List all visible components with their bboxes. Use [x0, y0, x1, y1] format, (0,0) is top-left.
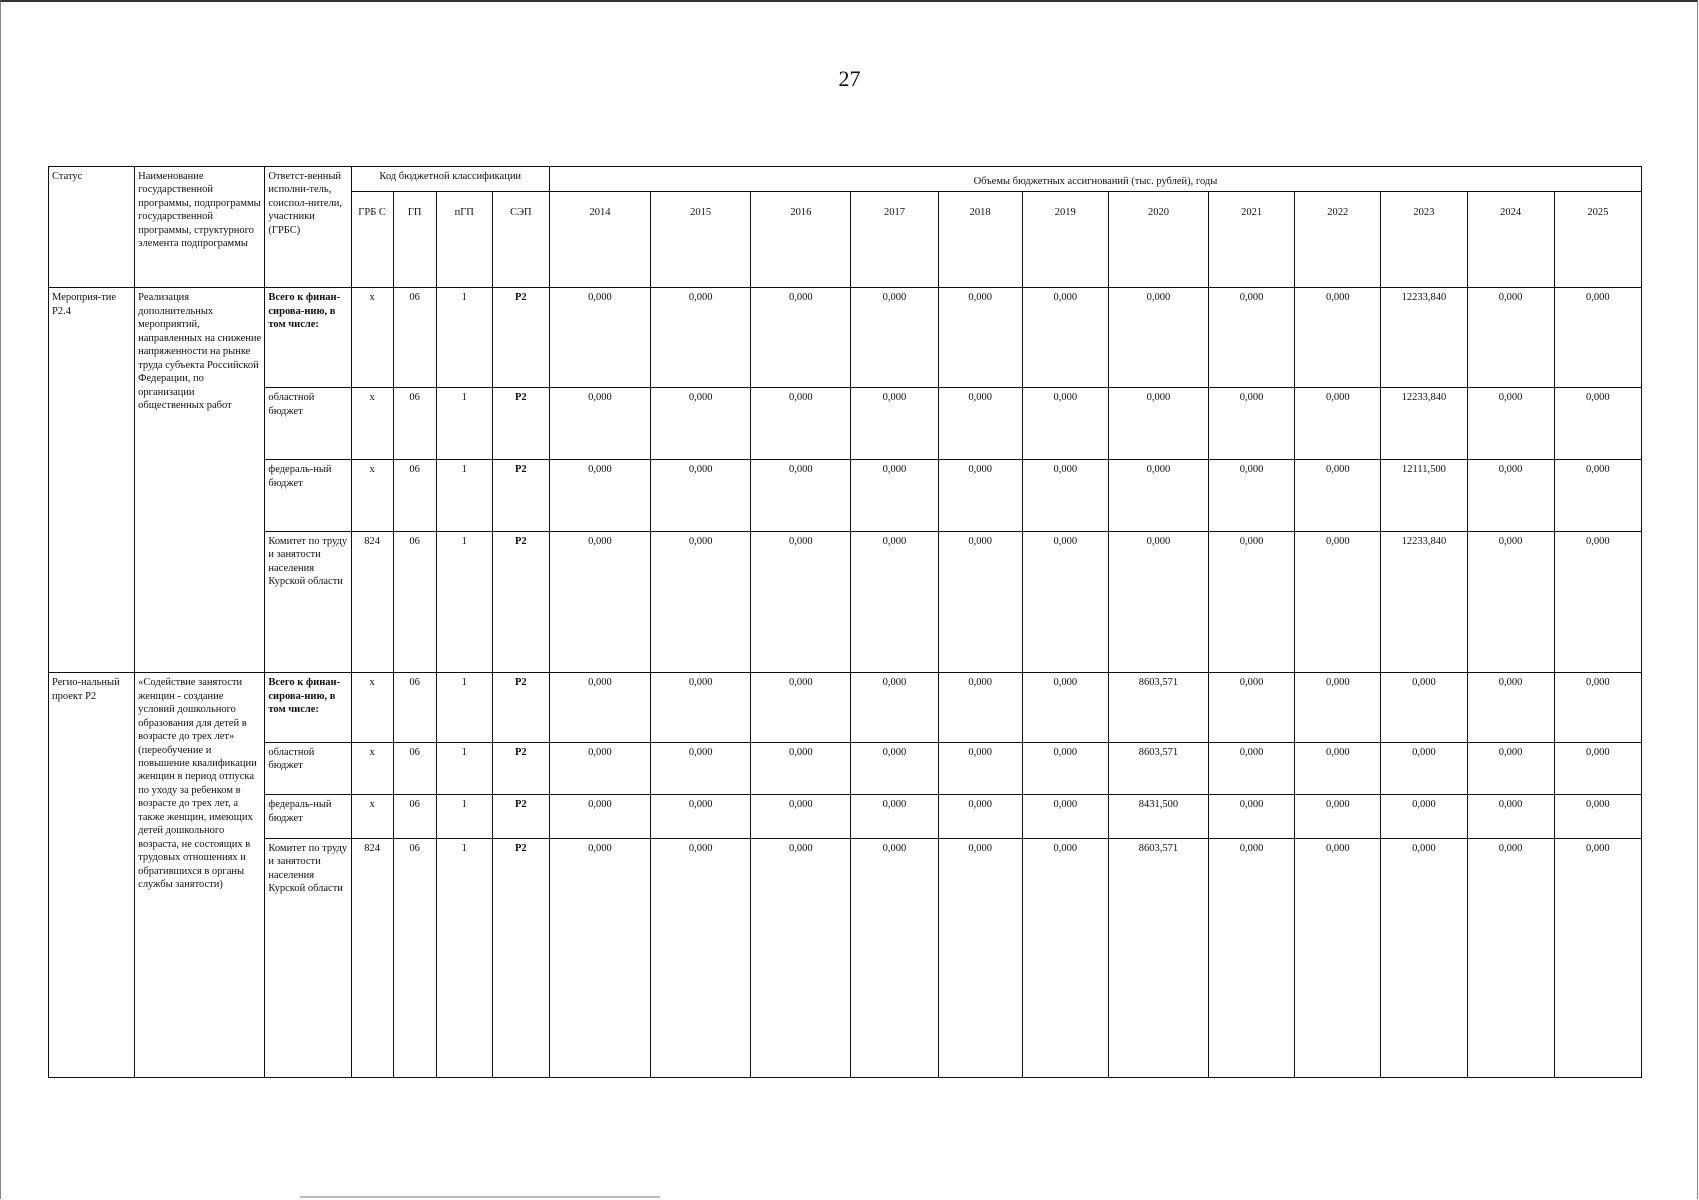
gp-cell: 06: [393, 795, 436, 839]
program-name-cell: Реализация дополнительных мероприятий, направленных на снижение напряженности на рынке труда субъекта Российской Федерации, по организации общественных работ: [135, 288, 265, 673]
value-cell-2014: 0,000: [549, 742, 650, 794]
sep-cell: Р2: [492, 795, 549, 839]
value-cell-2023: 12233,840: [1381, 388, 1467, 460]
value-cell-2019: 0,000: [1022, 388, 1108, 460]
header-year-2016: 2016: [751, 192, 851, 288]
value-cell-2014: 0,000: [549, 288, 650, 388]
value-cell-2025: 0,000: [1554, 742, 1641, 794]
value-cell-2021: 0,000: [1209, 288, 1295, 388]
header-year-2024: 2024: [1467, 192, 1554, 288]
grbs-cell: х: [351, 795, 393, 839]
grbs-cell: 824: [351, 838, 393, 1077]
pgp-cell: 1: [436, 673, 492, 743]
value-cell-2015: 0,000: [651, 388, 751, 460]
pgp-cell: 1: [436, 742, 492, 794]
value-cell-2019: 0,000: [1022, 532, 1108, 673]
value-cell-2015: 0,000: [651, 532, 751, 673]
table-row: [49, 673, 1642, 743]
value-cell-2025: 0,000: [1554, 532, 1641, 673]
sep-cell: Р2: [492, 532, 549, 673]
value-cell-2016: 0,000: [751, 838, 851, 1077]
header-budget-code: Код бюджетной классификации: [351, 167, 549, 192]
value-cell-2023: 12233,840: [1381, 532, 1467, 673]
value-cell-2014: 0,000: [549, 795, 650, 839]
gp-cell: 06: [393, 388, 436, 460]
value-cell-2020: 0,000: [1108, 532, 1208, 673]
header-year-2017: 2017: [851, 192, 938, 288]
pgp-cell: 1: [436, 838, 492, 1077]
header-year-2019: 2019: [1022, 192, 1108, 288]
value-cell-2019: 0,000: [1022, 838, 1108, 1077]
value-cell-2025: 0,000: [1554, 795, 1641, 839]
value-cell-2019: 0,000: [1022, 288, 1108, 388]
header-executor: Ответст-венный исполни-тель, соиспол-нители, участники (ГРБС): [265, 167, 351, 288]
value-cell-2014: 0,000: [549, 388, 650, 460]
gp-cell: 06: [393, 673, 436, 743]
sep-cell: Р2: [492, 742, 549, 794]
value-cell-2015: 0,000: [651, 460, 751, 532]
executor-cell: Всего к финан-сирова-нию, в том числе:: [265, 673, 351, 743]
value-cell-2014: 0,000: [549, 460, 650, 532]
value-cell-2020: 8431,500: [1108, 795, 1208, 839]
value-cell-2017: 0,000: [851, 673, 938, 743]
header-year-2020: 2020: [1108, 192, 1208, 288]
program-name-cell: «Содействие занятости женщин - создание условий дошкольного образования для детей в возрасте до трех лет» (переобучение и повышение квалификации женщин в период отпуска по уходу за ребенком в возрасте до трех лет, а также женщин, имеющих детей дошкольного возраста, не состоящих в трудовых отношениях и обратившихся в органы службы занятости): [135, 673, 265, 1078]
value-cell-2025: 0,000: [1554, 838, 1641, 1077]
sep-cell: Р2: [492, 288, 549, 388]
header-code-grbs: ГРБ С: [351, 192, 393, 288]
value-cell-2019: 0,000: [1022, 460, 1108, 532]
value-cell-2022: 0,000: [1295, 460, 1381, 532]
value-cell-2021: 0,000: [1209, 742, 1295, 794]
pgp-cell: 1: [436, 460, 492, 532]
header-year-2015: 2015: [651, 192, 751, 288]
value-cell-2022: 0,000: [1295, 532, 1381, 673]
value-cell-2018: 0,000: [938, 742, 1022, 794]
value-cell-2015: 0,000: [651, 838, 751, 1077]
header-code-sep: СЭП: [492, 192, 549, 288]
grbs-cell: х: [351, 460, 393, 532]
value-cell-2024: 0,000: [1467, 388, 1554, 460]
value-cell-2018: 0,000: [938, 838, 1022, 1077]
value-cell-2019: 0,000: [1022, 673, 1108, 743]
value-cell-2017: 0,000: [851, 460, 938, 532]
table-row: [49, 838, 1642, 1077]
header-year-2018: 2018: [938, 192, 1022, 288]
executor-cell: Комитет по труду и занятости населения Курской области: [265, 838, 351, 1077]
value-cell-2016: 0,000: [751, 532, 851, 673]
value-cell-2021: 0,000: [1209, 673, 1295, 743]
status-cell: Мероприя-тие Р2.4: [49, 288, 135, 673]
value-cell-2017: 0,000: [851, 795, 938, 839]
value-cell-2021: 0,000: [1209, 838, 1295, 1077]
status-cell: Регио-нальный проект Р2: [49, 673, 135, 1078]
value-cell-2018: 0,000: [938, 288, 1022, 388]
executor-cell: Всего к финан-сирова-нию, в том числе:: [265, 288, 351, 388]
executor-cell: областной бюджет: [265, 388, 351, 460]
value-cell-2016: 0,000: [751, 288, 851, 388]
value-cell-2018: 0,000: [938, 673, 1022, 743]
header-year-2023: 2023: [1381, 192, 1467, 288]
table-row: [49, 742, 1642, 794]
executor-cell: федераль-ный бюджет: [265, 795, 351, 839]
grbs-cell: х: [351, 742, 393, 794]
value-cell-2023: 12233,840: [1381, 288, 1467, 388]
sep-cell: Р2: [492, 388, 549, 460]
value-cell-2020: 0,000: [1108, 288, 1208, 388]
grbs-cell: х: [351, 288, 393, 388]
gp-cell: 06: [393, 838, 436, 1077]
sep-cell: Р2: [492, 460, 549, 532]
value-cell-2016: 0,000: [751, 742, 851, 794]
executor-cell: Комитет по труду и занятости населения Курской области: [265, 532, 351, 673]
value-cell-2022: 0,000: [1295, 838, 1381, 1077]
value-cell-2019: 0,000: [1022, 742, 1108, 794]
value-cell-2018: 0,000: [938, 532, 1022, 673]
value-cell-2025: 0,000: [1554, 388, 1641, 460]
value-cell-2022: 0,000: [1295, 795, 1381, 839]
value-cell-2015: 0,000: [651, 673, 751, 743]
header-code-pgp: пГП: [436, 192, 492, 288]
value-cell-2022: 0,000: [1295, 288, 1381, 388]
value-cell-2017: 0,000: [851, 388, 938, 460]
header-volumes: Объемы бюджетных ассигнований (тыс. рублей), годы: [549, 167, 1641, 192]
header-year-2021: 2021: [1209, 192, 1295, 288]
value-cell-2023: 0,000: [1381, 742, 1467, 794]
value-cell-2025: 0,000: [1554, 460, 1641, 532]
grbs-cell: 824: [351, 532, 393, 673]
value-cell-2023: 0,000: [1381, 673, 1467, 743]
value-cell-2018: 0,000: [938, 388, 1022, 460]
gp-cell: 06: [393, 532, 436, 673]
table-row: [49, 795, 1642, 839]
executor-cell: федераль-ный бюджет: [265, 460, 351, 532]
value-cell-2022: 0,000: [1295, 742, 1381, 794]
value-cell-2025: 0,000: [1554, 673, 1641, 743]
value-cell-2025: 0,000: [1554, 288, 1641, 388]
value-cell-2017: 0,000: [851, 838, 938, 1077]
value-cell-2021: 0,000: [1209, 388, 1295, 460]
grbs-cell: х: [351, 673, 393, 743]
value-cell-2024: 0,000: [1467, 795, 1554, 839]
header-year-2025: 2025: [1554, 192, 1641, 288]
budget-table: [48, 166, 1642, 1078]
value-cell-2024: 0,000: [1467, 460, 1554, 532]
executor-cell: областной бюджет: [265, 742, 351, 794]
table-row: [49, 288, 1642, 388]
value-cell-2019: 0,000: [1022, 795, 1108, 839]
header-program: Наименование государственной программы, подпрограммы государственной программы, структурного элемента подпрограммы: [135, 167, 265, 288]
value-cell-2023: 0,000: [1381, 795, 1467, 839]
table-row: [49, 460, 1642, 532]
sep-cell: Р2: [492, 838, 549, 1077]
value-cell-2014: 0,000: [549, 673, 650, 743]
value-cell-2021: 0,000: [1209, 795, 1295, 839]
value-cell-2015: 0,000: [651, 288, 751, 388]
gp-cell: 06: [393, 742, 436, 794]
value-cell-2017: 0,000: [851, 742, 938, 794]
gp-cell: 06: [393, 460, 436, 532]
value-cell-2023: 0,000: [1381, 838, 1467, 1077]
table-row: [49, 532, 1642, 673]
header-year-2022: 2022: [1295, 192, 1381, 288]
value-cell-2024: 0,000: [1467, 742, 1554, 794]
value-cell-2021: 0,000: [1209, 460, 1295, 532]
header-code-gp: ГП: [393, 192, 436, 288]
value-cell-2020: 0,000: [1108, 388, 1208, 460]
gp-cell: 06: [393, 288, 436, 388]
value-cell-2020: 8603,571: [1108, 742, 1208, 794]
value-cell-2021: 0,000: [1209, 532, 1295, 673]
value-cell-2016: 0,000: [751, 795, 851, 839]
grbs-cell: х: [351, 388, 393, 460]
value-cell-2016: 0,000: [751, 388, 851, 460]
value-cell-2014: 0,000: [549, 532, 650, 673]
sep-cell: Р2: [492, 673, 549, 743]
value-cell-2016: 0,000: [751, 673, 851, 743]
value-cell-2018: 0,000: [938, 795, 1022, 839]
value-cell-2020: 0,000: [1108, 460, 1208, 532]
value-cell-2015: 0,000: [651, 795, 751, 839]
pgp-cell: 1: [436, 388, 492, 460]
page-number: 27: [838, 66, 861, 91]
value-cell-2017: 0,000: [851, 288, 938, 388]
value-cell-2024: 0,000: [1467, 673, 1554, 743]
value-cell-2024: 0,000: [1467, 838, 1554, 1077]
value-cell-2020: 8603,571: [1108, 673, 1208, 743]
value-cell-2022: 0,000: [1295, 673, 1381, 743]
table-body: [49, 288, 1642, 1078]
pgp-cell: 1: [436, 532, 492, 673]
header-status: Статус: [49, 167, 135, 288]
value-cell-2024: 0,000: [1467, 288, 1554, 388]
value-cell-2016: 0,000: [751, 460, 851, 532]
value-cell-2015: 0,000: [651, 742, 751, 794]
value-cell-2017: 0,000: [851, 532, 938, 673]
value-cell-2023: 12111,500: [1381, 460, 1467, 532]
value-cell-2024: 0,000: [1467, 532, 1554, 673]
pgp-cell: 1: [436, 795, 492, 839]
value-cell-2020: 8603,571: [1108, 838, 1208, 1077]
value-cell-2014: 0,000: [549, 838, 650, 1077]
header-year-2014: 2014: [549, 192, 650, 288]
pgp-cell: 1: [436, 288, 492, 388]
value-cell-2022: 0,000: [1295, 388, 1381, 460]
scan-artifact: [300, 1196, 660, 1198]
value-cell-2018: 0,000: [938, 460, 1022, 532]
table-row: [49, 388, 1642, 460]
